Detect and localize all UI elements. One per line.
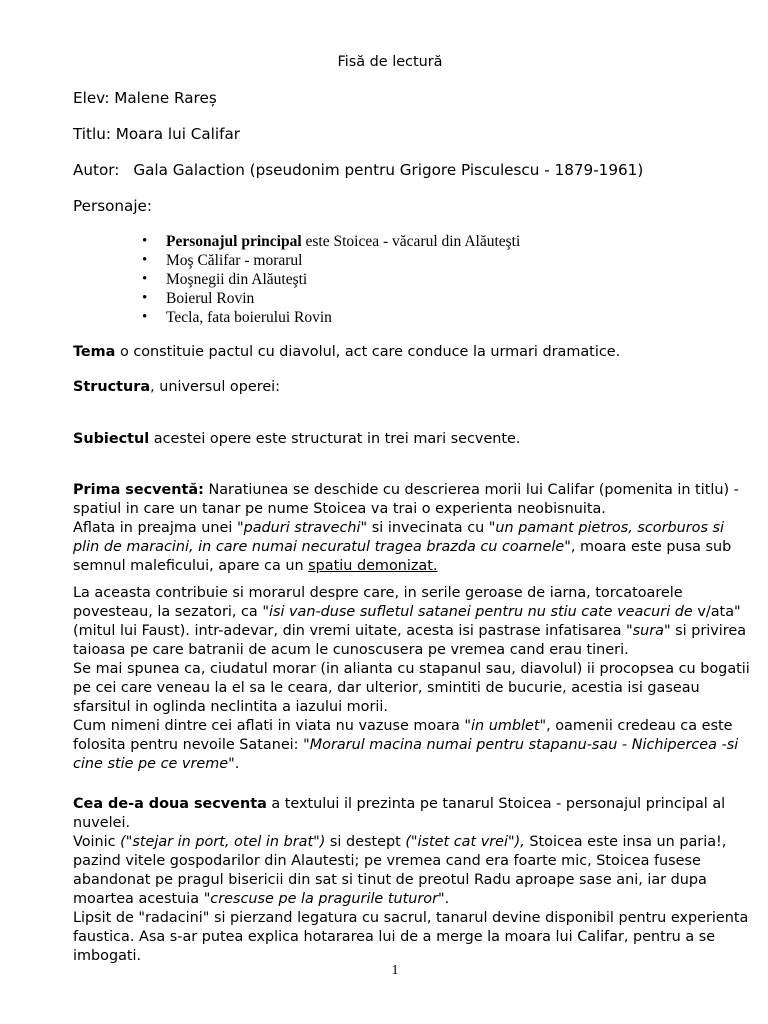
page-number: 1 (391, 963, 399, 978)
mill-description-paragraph: La aceasta contribuie si morarul despre care, in serile geroase de iarna, torcatoarele povesteau, la sezatori, ca "isi van-duse sufletul satanei pentru nu stiu cate veacuri de v/ata" (mitul lui Faust). intr-adevar, din vremi uitate, acesta isi pastrase infatisarea "sura" si privirea taioasa pe care batranii de acum le cunoscusera pe vremea cand erau tineri. Se mai spunea ca, ciudatul morar (in alianta cu stapanul sau, diavolul) ii procopsea cu bogatii pe cei care veneau la el sa le ceara, dar ulterior, smintiti de bucurie, acestia isi gaseau sfarsitul in oglinda neclintita a iazului morii. Cum nimeni dintre cei aflati in viata nu vazuse moara "in umblet", oamenii credeau ca este folosita pentru nevoile Satanei: "Morarul macina numai pentru stapanu-sau - Nichipercea -si cine stie pe ce vreme". (73, 585, 750, 772)
list-item: • Moşnegii din Alăuteşti (142, 270, 520, 289)
structura-label: Structura (73, 379, 151, 395)
second-sequence-label: Cea de-a doua secventa (73, 796, 267, 812)
main-character-label: Personajul principal (166, 233, 302, 250)
tema-paragraph: Tema o constituie pactul cu diavolul, act care conduce la urmari dramatice. (73, 344, 621, 360)
page-title: Fisă de lectură (337, 54, 443, 70)
student-name: Malene Rareș (114, 89, 217, 107)
list-item: • Moş Călifar - morarul (142, 251, 520, 270)
first-sequence-paragraph: Prima secventă: Naratiunea se deschide cu descrierea morii lui Califar (pomenita in titlu) - spatiul in care un tanar pe nume Stoicea va trai o experienta neobisnuita. Aflata in preajma unei "paduri stravechi" si invecinata cu "un pamant pietros, scorburos si plin de maracini, in care numai necuratul tragea brazda cu coarnele", moara este pusa sub semnul maleficului, apare ca un spatiu demonizat. (73, 482, 739, 574)
underlined-phrase: spatiu demonizat. (308, 558, 438, 574)
characters-list (142, 232, 520, 327)
student-label: Elev: (73, 89, 110, 107)
author-value: Gala Galaction (pseudonim pentru Grigore Pisculescu - 1879-1961) (133, 161, 644, 179)
student-line (73, 89, 217, 107)
subiectul-paragraph: Subiectul acestei opere este structurat in trei mari secvente. (73, 431, 521, 447)
author-line (73, 161, 643, 179)
list-item: • Tecla, fata boierului Rovin (142, 308, 520, 327)
author-label: Autor: (73, 161, 120, 179)
tema-label: Tema (73, 344, 116, 360)
book-title-line (73, 125, 240, 143)
list-item: • Personajul principal este Stoicea - văcarul din Alăuteşti (142, 232, 520, 251)
book-title-value: Moara lui Califar (115, 125, 241, 143)
list-item: • Boierul Rovin (142, 289, 520, 308)
first-sequence-label: Prima secventă: (73, 482, 204, 498)
structura-paragraph: Structura, universul operei: (73, 379, 281, 395)
subiectul-label: Subiectul (73, 431, 150, 447)
book-title-label: Titlu: (73, 125, 111, 143)
characters-heading: Personaje: (73, 197, 153, 215)
second-sequence-paragraph: Cea de-a doua secventa a textului il prezinta pe tanarul Stoicea - personajul principal al nuvelei. Voinic ("stejar in port, otel in brat") si destept ("istet cat vrei"), Stoicea este insa un paria!, pazind vitele gospodarilor din Alautesti; pe vremea cand era foarte mic, Stoicea fusese abandonat pe pragul bisericii din sat si tinut de preotul Radu aproape sase ani, iar dupa moartea acestuia "crescuse pe la pragurile tuturor". Lipsit de "radacini" si pierzand legatura cu sacrul, tanarul devine disponibil pentru experienta faustica. Asa s-ar putea explica hotararea lui de a merge la moara lui Califar, pentru a se imbogati. (73, 796, 749, 964)
